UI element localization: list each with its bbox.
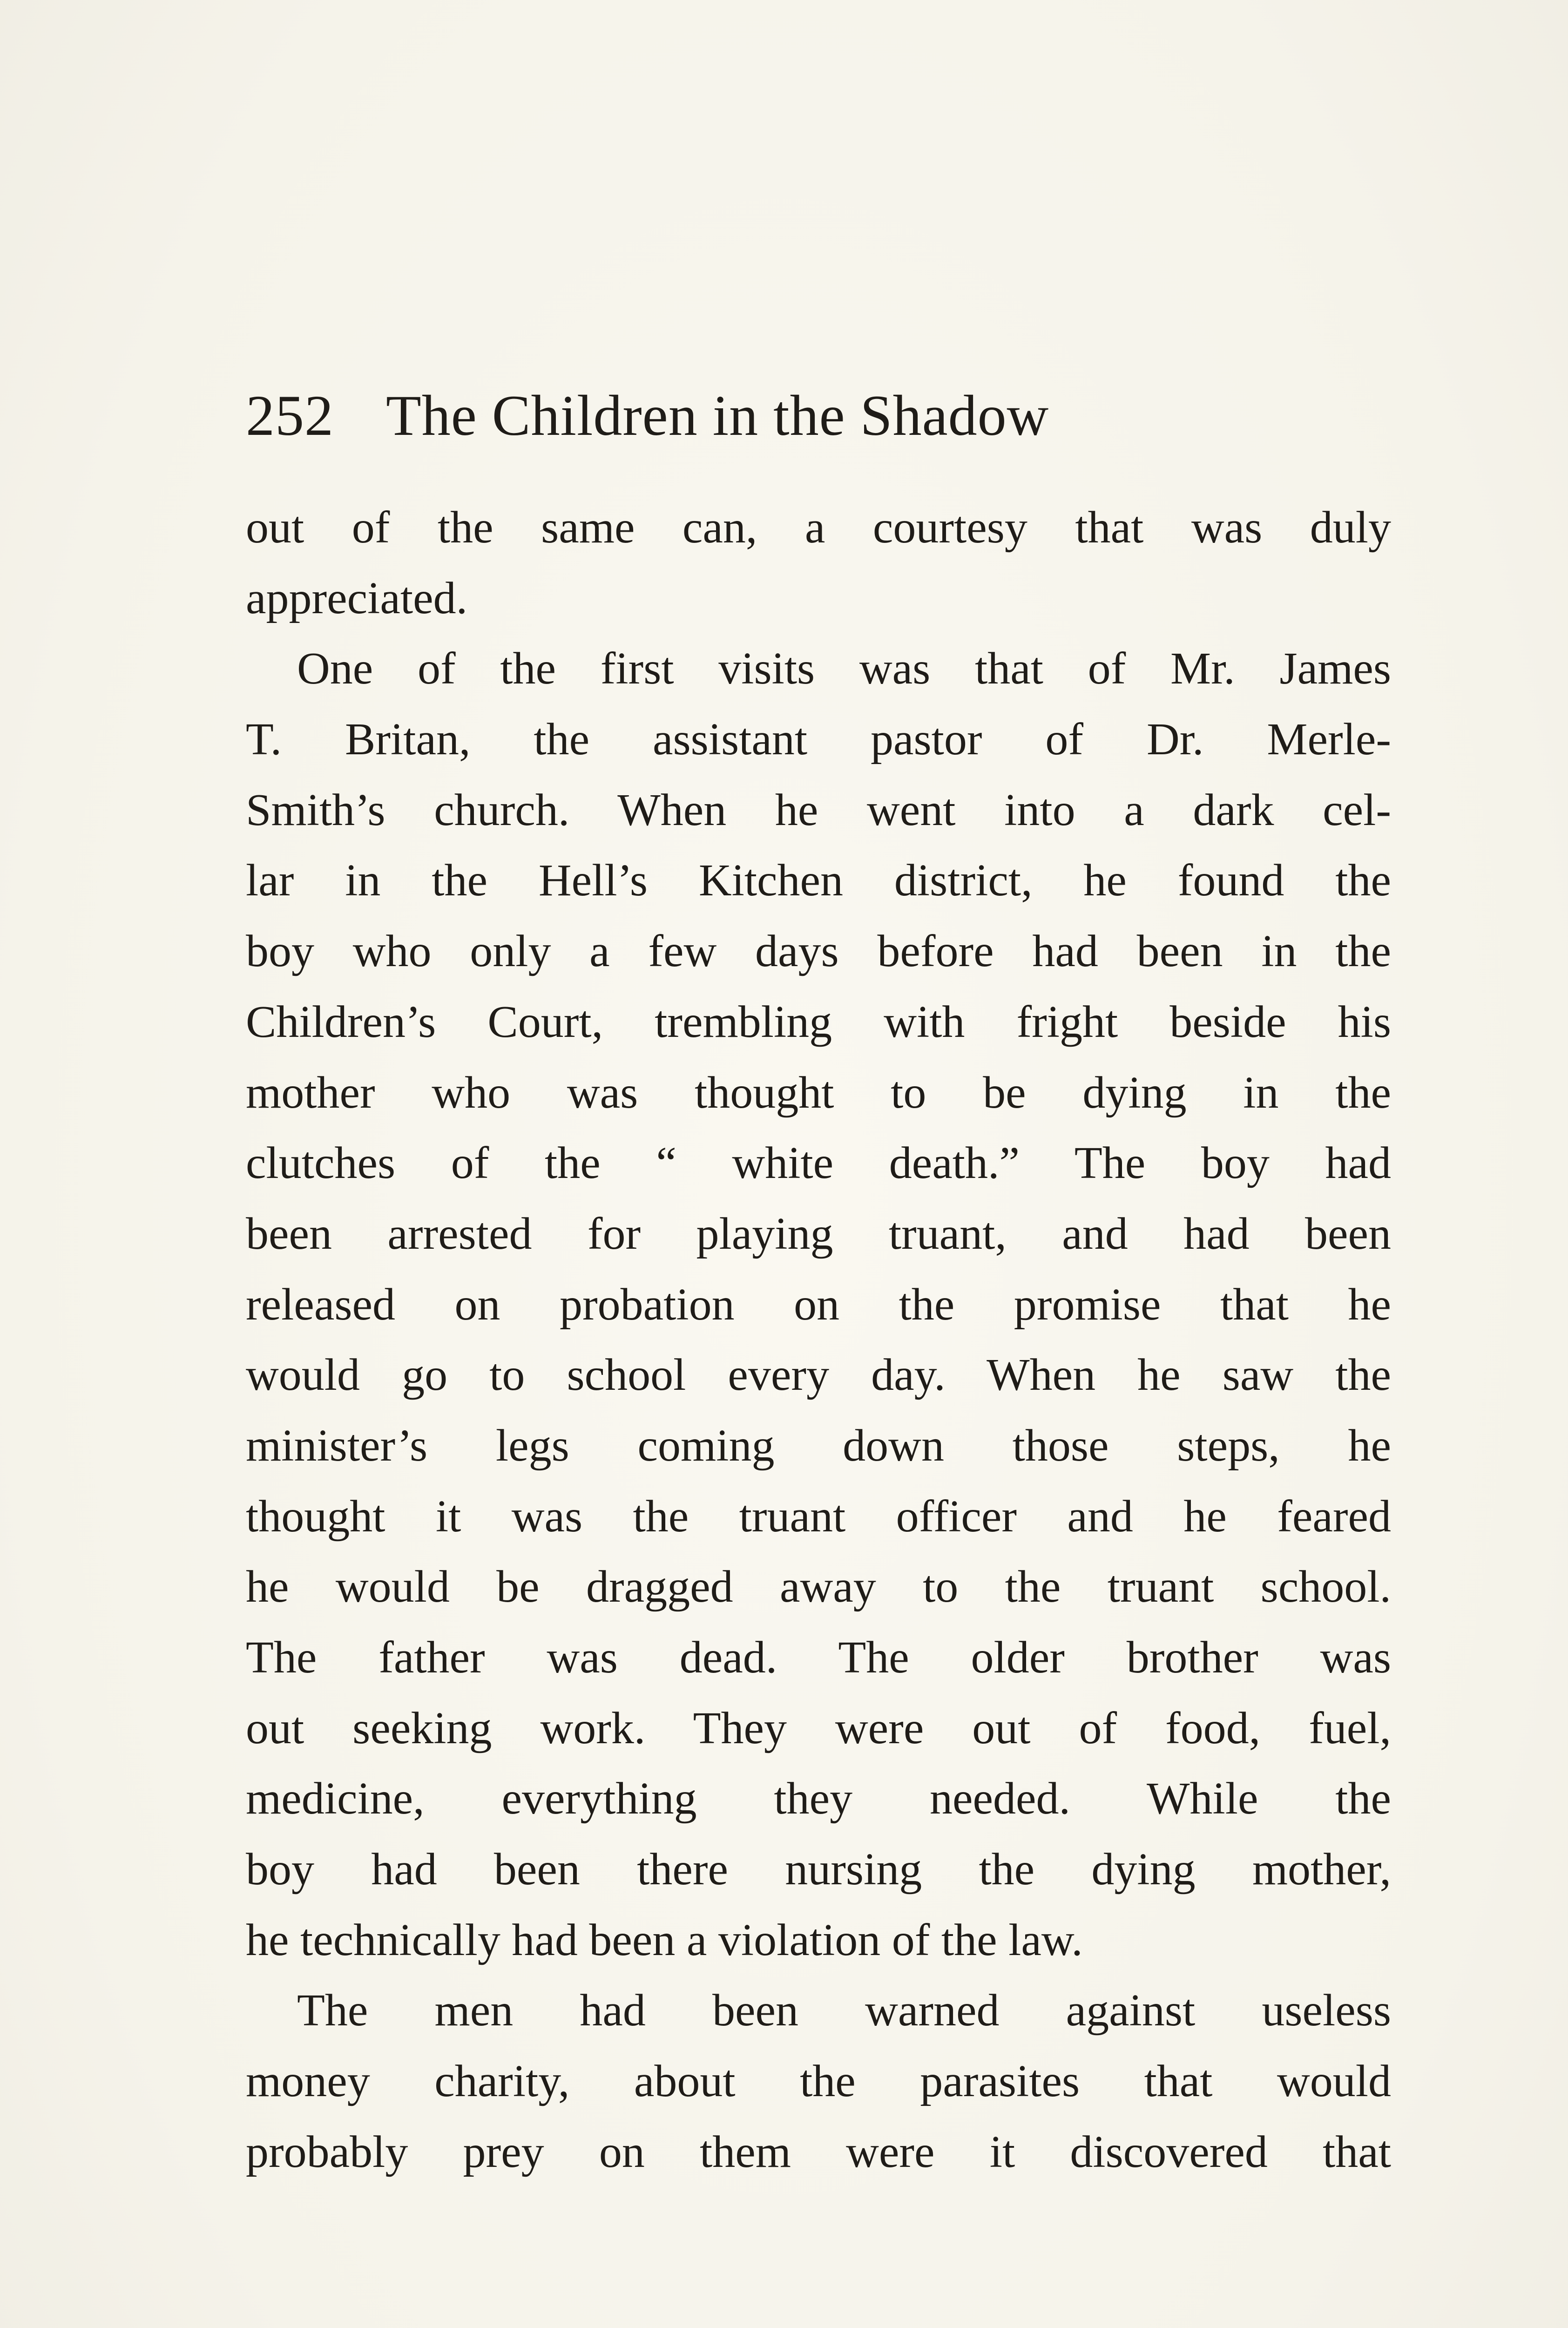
- paragraph-start-line: The men had been warned against useless: [297, 1985, 1391, 2036]
- running-title: The Children in the Shadow: [386, 384, 1049, 447]
- text-line: Children’s Court, trembling with fright beside his: [246, 996, 1391, 1047]
- text-line: minister’s legs coming down those steps, he: [246, 1420, 1391, 1471]
- text-line: clutches of the “ white death.” The boy had: [246, 1138, 1391, 1189]
- text-line: out of the same can, a courtesy that was duly: [246, 502, 1391, 553]
- text-line: out seeking work. They were out of food, fuel,: [246, 1703, 1391, 1753]
- text-line: he would be dragged away to the truant school.: [246, 1562, 1391, 1612]
- text-line: been arrested for playing truant, and had been: [246, 1208, 1391, 1259]
- page-number: 252: [246, 384, 334, 447]
- page-header: [246, 383, 1270, 457]
- text-line: boy had been there nursing the dying mother,: [246, 1844, 1391, 1895]
- text-line: he technically had been a violation of the law.: [246, 1915, 1083, 1965]
- text-line: lar in the Hell’s Kitchen district, he found the: [246, 855, 1391, 906]
- text-line: T. Britan, the assistant pastor of Dr. Merle-: [246, 714, 1391, 765]
- text-line: medicine, everything they needed. While the: [246, 1773, 1391, 1824]
- text-line: mother who was thought to be dying in the: [246, 1067, 1391, 1118]
- text-line: appreciated.: [246, 573, 468, 623]
- text-line: would go to school every day. When he saw the: [246, 1350, 1391, 1401]
- text-line: money charity, about the parasites that would: [246, 2056, 1391, 2107]
- text-line: probably prey on them were it discovered that: [246, 2126, 1391, 2177]
- paragraph-start-line: One of the first visits was that of Mr. James: [297, 643, 1391, 694]
- text-line: thought it was the truant officer and he feared: [246, 1491, 1391, 1542]
- text-line: Smith’s church. When he went into a dark cel-: [246, 785, 1391, 835]
- text-line: boy who only a few days before had been in the: [246, 926, 1391, 977]
- text-line: The father was dead. The older brother was: [246, 1632, 1391, 1683]
- text-line: released on probation on the promise that he: [246, 1279, 1391, 1330]
- body-text: [246, 493, 1391, 2188]
